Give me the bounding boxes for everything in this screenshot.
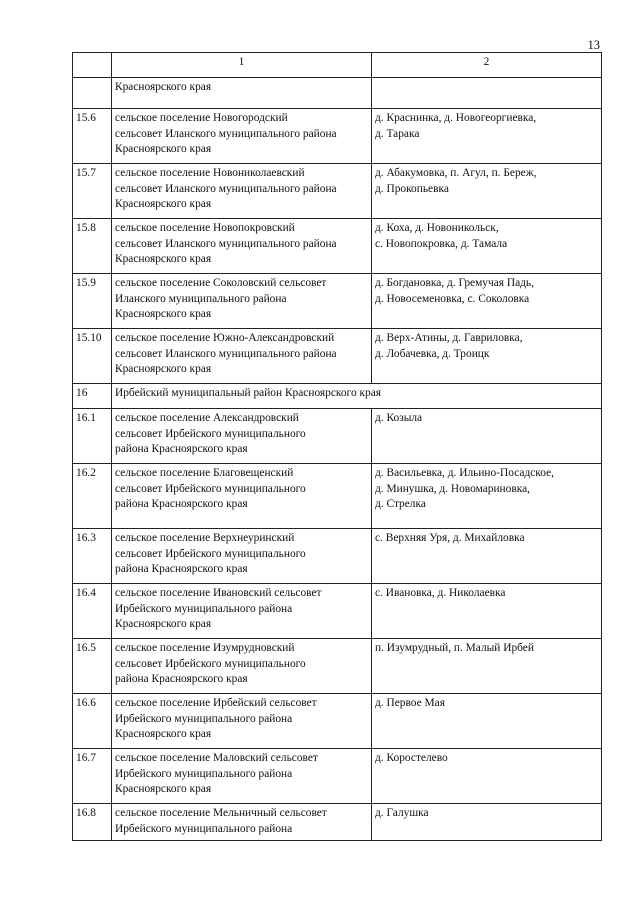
municipality-name-line: сельское поселение Новониколаевский xyxy=(115,167,305,179)
settlements-list-line: д. Новосеменовка, с. Соколовка xyxy=(375,292,530,305)
row-number: 16.1 xyxy=(73,409,112,464)
settlements-list xyxy=(372,529,602,584)
municipality-name: Красноярского края xyxy=(112,78,372,109)
municipality-name xyxy=(112,639,372,694)
municipality-name-line: сельсовет Иланского муниципального района xyxy=(115,127,337,140)
table-row xyxy=(73,274,602,329)
municipality-name xyxy=(112,219,372,274)
municipality-name-line: Красноярского края xyxy=(115,143,212,155)
settlements-list xyxy=(372,78,602,109)
table-row xyxy=(73,464,602,529)
municipality-name-line: Красноярского края xyxy=(115,308,212,320)
municipality-name-line: сельское поселение Благовещенский xyxy=(115,467,294,479)
row-number: 16.3 xyxy=(73,529,112,584)
municipality-name-line: сельское поселение Новопокровский xyxy=(115,222,295,234)
header-cell-1: 1 xyxy=(112,53,372,78)
table-row xyxy=(73,639,602,694)
settlements-list xyxy=(372,694,602,749)
settlements-list xyxy=(372,274,602,329)
table-row xyxy=(73,164,602,219)
municipality-name-line: сельсовет Иланского муниципального района xyxy=(115,182,337,195)
municipality-name-line: Ирбейского муниципального района xyxy=(115,712,293,725)
settlements-list-line: д. Абакумовка, п. Агул, п. Береж, xyxy=(375,167,537,179)
settlements-list xyxy=(372,409,602,464)
municipality-name-line: Красноярского края xyxy=(115,618,212,630)
municipality-name-line: Красноярского края xyxy=(115,253,212,265)
header-cell-0 xyxy=(73,53,112,78)
municipality-name xyxy=(112,749,372,804)
municipality-name xyxy=(112,464,372,529)
municipality-name-line: района Красноярского края xyxy=(115,443,248,455)
municipality-name-line: сельское поселение Ивановский сельсовет xyxy=(115,587,322,599)
settlements-list-line: д. Первое Мая xyxy=(375,697,445,709)
municipality-name xyxy=(112,274,372,329)
header-cell-2: 2 xyxy=(372,53,602,78)
settlements-list-line: п. Изумрудный, п. Малый Ирбей xyxy=(375,642,534,654)
row-number: 15.7 xyxy=(73,164,112,219)
municipality-name-line: сельсовет Ирбейского муниципального xyxy=(115,547,306,560)
settlements-list xyxy=(372,464,602,529)
settlements-list-line: с. Новопокровка, д. Тамала xyxy=(375,237,508,250)
settlements-table xyxy=(72,52,602,841)
section-row xyxy=(73,384,602,409)
settlements-list xyxy=(372,804,602,841)
table-row xyxy=(73,109,602,164)
settlements-list-line: д. Лобачевка, д. Троицк xyxy=(375,347,490,360)
settlements-list-line: д. Богдановка, д. Гремучая Падь, xyxy=(375,277,534,289)
settlements-list-line: д. Галушка xyxy=(375,807,429,819)
row-number: 16.2 xyxy=(73,464,112,529)
municipality-name-line: сельское поселение Соколовский сельсовет xyxy=(115,277,327,289)
municipality-name xyxy=(112,694,372,749)
municipality-name xyxy=(112,804,372,841)
municipality-name-line: Красноярского края xyxy=(115,783,212,795)
row-number: 15.8 xyxy=(73,219,112,274)
row-number: 16.4 xyxy=(73,584,112,639)
row-number: 15.10 xyxy=(73,329,112,384)
settlements-list-line: д. Стрелка xyxy=(375,498,426,510)
municipality-name-line: Ирбейского муниципального района xyxy=(115,822,293,835)
municipality-name-line: сельсовет Иланского муниципального района xyxy=(115,237,337,250)
settlements-list-line: д. Козыла xyxy=(375,412,423,424)
settlements-list xyxy=(372,164,602,219)
settlements-list-line: д. Верх-Атины, д. Гавриловка, xyxy=(375,332,523,344)
municipality-name xyxy=(112,409,372,464)
settlements-list-line: с. Верхняя Уря, д. Михайловка xyxy=(375,532,525,544)
row-number: 16.8 xyxy=(73,804,112,841)
settlements-list-line: д. Коростелево xyxy=(375,752,448,764)
settlements-list-line: д. Прокопьевка xyxy=(375,182,449,195)
table-row xyxy=(73,749,602,804)
table-header-row xyxy=(73,53,602,78)
settlements-list xyxy=(372,109,602,164)
municipality-name-line: сельское поселение Маловский сельсовет xyxy=(115,752,318,764)
municipality-name-line: сельское поселение Мельничный сельсовет xyxy=(115,807,327,819)
settlements-list-line: д. Васильевка, д. Ильино-Посадское, xyxy=(375,467,554,479)
municipality-name-line: сельское поселение Новогородский xyxy=(115,112,288,124)
municipality-name-line: района Красноярского края xyxy=(115,563,248,575)
table-row xyxy=(73,694,602,749)
row-number: 16 xyxy=(73,384,112,409)
row-number: 15.9 xyxy=(73,274,112,329)
municipality-name-line: сельское поселение Александровский xyxy=(115,412,299,424)
municipality-name-line: сельсовет Иланского муниципального района xyxy=(115,347,337,360)
row-number: 16.5 xyxy=(73,639,112,694)
settlements-list-line: д. Краснинка, д. Новогеоргиевка, xyxy=(375,112,537,124)
municipality-name-line: сельское поселение Верхнеуринский xyxy=(115,532,295,544)
municipality-name-line: сельское поселение Ирбейский сельсовет xyxy=(115,697,317,709)
municipality-name-line: сельсовет Ирбейского муниципального xyxy=(115,657,306,670)
municipality-name-line: Красноярского края xyxy=(115,363,212,375)
settlements-list-line: д. Тарака xyxy=(375,127,420,140)
table-row xyxy=(73,329,602,384)
settlements-list-line: д. Минушка, д. Новомариновка, xyxy=(375,482,530,495)
table-row xyxy=(73,219,602,274)
municipality-name-line: сельское поселение Изумрудновский xyxy=(115,642,295,654)
table-row xyxy=(73,529,602,584)
page-number: 13 xyxy=(587,38,600,52)
settlements-list xyxy=(372,329,602,384)
municipality-name xyxy=(112,109,372,164)
municipality-name xyxy=(112,329,372,384)
settlements-list-line: д. Коха, д. Новоникольск, xyxy=(375,222,499,234)
municipality-name-line: района Красноярского края xyxy=(115,498,248,510)
municipality-name-line: района Красноярского края xyxy=(115,673,248,685)
municipality-name-line: Ирбейского муниципального района xyxy=(115,767,293,780)
row-number: 16.7 xyxy=(73,749,112,804)
municipality-name-line: сельское поселение Южно-Александровский xyxy=(115,332,335,344)
municipality-name-line: сельсовет Ирбейского муниципального xyxy=(115,482,306,495)
municipality-name-line: Ирбейского муниципального района xyxy=(115,602,293,615)
table-row xyxy=(73,804,602,841)
municipality-name-line: Красноярского края xyxy=(115,198,212,210)
settlements-list xyxy=(372,749,602,804)
municipality-name-line: Красноярского края xyxy=(115,728,212,740)
row-number: 16.6 xyxy=(73,694,112,749)
municipality-name xyxy=(112,584,372,639)
municipality-name xyxy=(112,529,372,584)
district-name: Ирбейский муниципальный район Красноярского края xyxy=(112,384,602,409)
settlements-list xyxy=(372,219,602,274)
table-row xyxy=(73,409,602,464)
settlements-list xyxy=(372,639,602,694)
municipality-name xyxy=(112,164,372,219)
row-number: 15.6 xyxy=(73,109,112,164)
municipality-name-line: Иланского муниципального района xyxy=(115,292,287,305)
continuation-row xyxy=(73,78,602,109)
table-row xyxy=(73,584,602,639)
municipality-name-line: сельсовет Ирбейского муниципального xyxy=(115,427,306,440)
row-number xyxy=(73,78,112,109)
settlements-list xyxy=(372,584,602,639)
settlements-list-line: с. Ивановка, д. Николаевка xyxy=(375,587,506,599)
